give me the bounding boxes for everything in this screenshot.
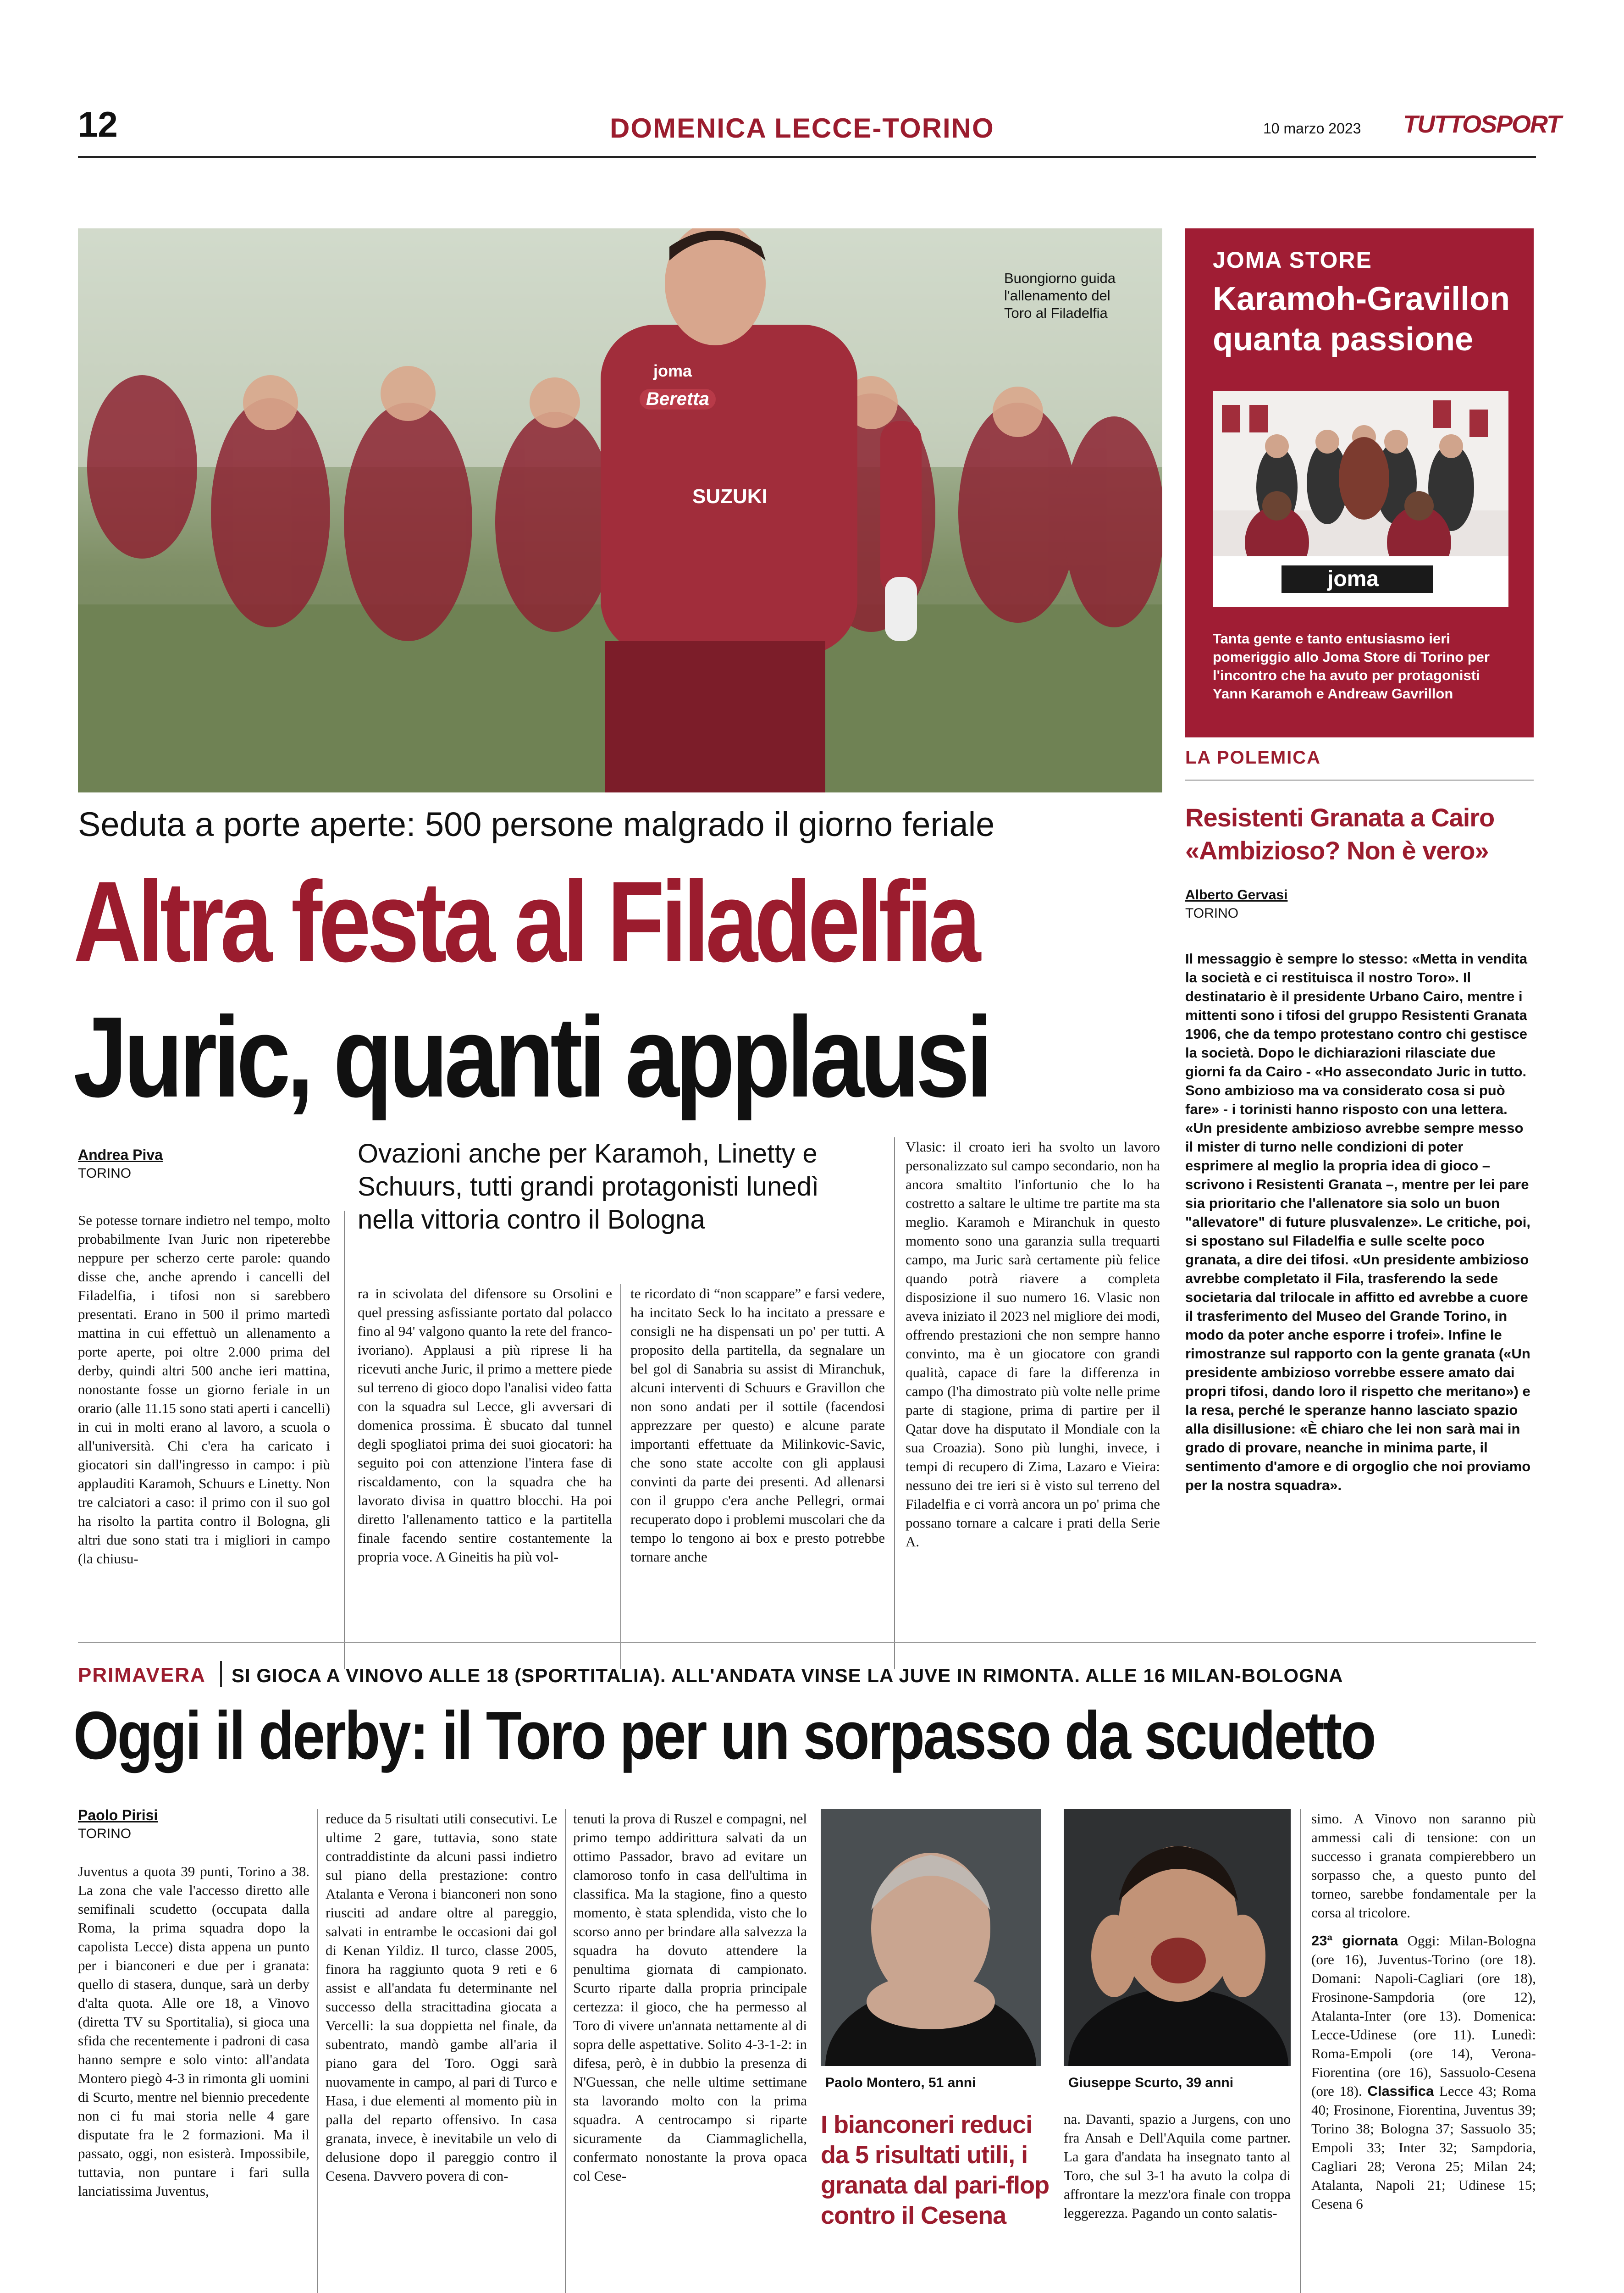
photo-caption: Buongiorno guida l'allenamento del Toro al Filadelfia (1004, 270, 1116, 321)
primavera-strap: SI GIOCA A VINOVO ALLE 18 (SPORTITALIA). ALL'ANDATA VINSE LA JUVE IN RIMONTA. ALLE 16 MILAN-BOLOGNA (232, 1665, 1343, 1686)
primavera-col-5-wrap (1311, 1809, 1536, 2213)
joma-caption: Tanta gente e tanto entusiasmo ieri pomeriggio allo Joma Store di Torino per l'incontro che ha avuto per protagonisti Yann Karamoh e Andreaw Gavrillon (1213, 631, 1490, 702)
primavera-col-2: reduce da 5 risultati utili consecutivi. Le ultime 2 gare, tuttavia, sono state contraddistinte da alcuni passi indietro sul piano della prestazione: contro Atalanta e Verona i bianconeri non sono riusciti ad andare oltre al pareggio, salvati in entrambe le occasioni dai gol di Kenan Yildiz. Il turco, classe 2005, finora ha raggiunto quota 9 reti e 6 assist e all'andata fu determinante nel successo della stracittadina giocata a Vercelli: la sua doppietta nel finale, da subentrato, mandò gambe all'aria il piano gara del Toro. Oggi sarà nuovamente in campo, al pari di Turco e Hasa, i due elementi al momento più in palla del reparto offensivo. In casa granata, invece, è inevitabile un velo di delusione dopo il pareggio contro il Cesena. Davvero povera di con- (326, 1811, 557, 2184)
main-col-3: te ricordato di “non scappare” e farsi vedere, ha incitato Seck lo ha incitato a pressare e consigli ne ha dispensati un po' per tutti. A proposito della partitella, da segnalare un bel gol di Sanabria su assist di Miranchuk, alcuni interventi di Schuurs e Gravillon che non sono andati per il sottile (facendosi apprezzare per questo) e alcune parate importanti effettuate da Milinkovic-Savic, che sono state accolte con gli applausi convinti da parte dei presenti. Ad allenarsi con il gruppo c'era anche Pellegri, ormai recuperato dopo i problemi muscolari che da tempo lo tengono ai box e presto potrebbe tornare anche (630, 1285, 885, 1565)
polemica-author: Alberto Gervasi (1185, 887, 1288, 903)
polemica-label: LA POLEMICA (1185, 748, 1321, 768)
primavera-author: Paolo Pirisi (78, 1807, 158, 1823)
joma-photo (1213, 391, 1508, 607)
pull-quote: I bianconeri reduci da 5 risultati utili, i granata dal pari-flop contro il Cesena (821, 2111, 1050, 2229)
scurto-photo (1064, 1809, 1291, 2066)
main-col-1: Se potesse tornare indietro nel tempo, molto probabilmente Ivan Juric non ripeterebbe neppure per scherzo certe parole: quando disse che, anche aprendo i cancelli del Filadelfia, i tifosi non si sarebbero presentati. Erano in 500 il primo martedì mattina in cui effettuò un allenamento a porte aperte, poi oltre 2.000 prima del derby, quindi altri 500 anche ieri mattina, nonostante fosse un giorno feriale in un orario (alle 11.15 sono stati aperti i cancelli) in cui in molti erano al lavoro, a scuola o all'università. Chi c'era ha caricato i giocatori sin dall'ingresso in campo: i più applauditi Karamoh, Schuurs e Linetty. Non tre calciatori a caso: il primo con il suo gol ha risolto la partita contro il Bologna, gli altri due sono stati tra i migliori in campo (la chiusu- (78, 1212, 330, 1567)
main-col-2: ra in scivolata del difensore su Orsolini e quel pressing asfissiante portato dal polacco fino al 94' valgono quanto la rete del franco-ivoriano). Applausi a più riprese li ha ricevuti anche Juric, il primo a mettere piede sul terreno di gioco dopo l'analisi video fatta con la squadra sul Lecce, gli avversari di domenica prossima. È sbucato dal tunnel degli spogliatoi prima dei suoi giocatori: ha seguito poi con attenzione l'intera fase di riscaldamento, con la squadra che ha lavorato divisa in quattro blocchi. Ha poi diretto l'allenamento tattico e la partitella finale facendo sentire costantemente la propria voce. A Gineitis ha più vol- (358, 1285, 612, 1565)
montero-caption: Paolo Montero, 51 anni (825, 2075, 976, 2090)
shirt-brand: joma (653, 361, 692, 380)
primavera-col-1: Juventus a quota 39 punti, Torino a 38. La zona che vale l'accesso diretto alle semifinali scudetto (occupata dalla Roma, la prima squadra dopo la capolista Lecce) dista appena un punto per i bianconeri e due per i granata: quello di stasera, dunque, sarà un derby d'alta quota. Alle ore 18, a Vinovo (diretta TV su Sportitalia), si gioca una sfida che recentemente i padroni di casa hanno sempre e solo vinto: all'andata Montero piegò 4-3 in rimonta gli uomini di Scurto, mentre nel biennio precedente non ci fu mai storia nelle 4 gare disputate fra le 2 formazioni. Ma il passato, oggi, non esisterà. Impossibile, tuttavia, non puntare i fari sulla lanciatissima Juventus, (78, 1863, 309, 2199)
scurto-caption: Giuseppe Scurto, 39 anni (1068, 2075, 1234, 2090)
joma-title: Karamoh-Gravillon quanta passione (1213, 281, 1510, 358)
main-location: TORINO (78, 1166, 132, 1181)
main-headline-2: Juric, quanti applausi (73, 993, 989, 1121)
shirt-sponsor: SUZUKI (692, 485, 768, 508)
main-author: Andrea Piva (78, 1146, 163, 1163)
section-title: DOMENICA LECCE-TORINO (610, 113, 994, 144)
col-divider-3 (894, 1137, 895, 1669)
training-photo (78, 228, 1162, 792)
training-photo-illustration (78, 228, 1162, 792)
primavera-col-5: simo. A Vinovo non saranno più ammessi cali di tensione: con un successo i granata compierebbero un sorpasso che, a questo punto del torneo, sarebbe fondamentale per la corsa al tricolore. (1311, 1811, 1536, 1921)
primavera-col-3: tenuti la prova di Ruszel e compagni, nel primo tempo addirittura salvati da un ottimo Passador, bravo ad evitare un clamoroso tonfo in casa dell'ultima in classifica. Ma la stagione, fino a questo momento, è stata splendida, visto che lo scorso anno per brindare alla salvezza la squadra ha dovuto attendere la penultima giornata di campionato. Scurto riparte dalla propria principale certezza: il gioco, che ha permesso al Toro di vivere un'annata nettamente al di sopra delle aspettative. Solito 4-3-1-2: in difesa, però, è in dubbio la presenza di N'Guessan, che nelle ultime settimane sta lavorando molto con la prima squadra. A centrocampo si riparte sicuramente da Ciammaglichella, confermato nonostante la prova opaca col Cese- (573, 1811, 807, 2184)
polemica-location: TORINO (1185, 906, 1239, 921)
polemica-body: Il messaggio è sempre lo stesso: «Metta in vendita la società e ci restituisca il nostro Toro». Il destinatario è il presidente Urbano Cairo, mentre i mittenti sono i tifosi del gruppo Resistenti Granata 1906, che da tempo protestano contro chi gestisce la società. Dopo le dichiarazioni rilasciate due giorni fa da Cairo - «Ho assecondato Juric in tutto. Sono ambizioso ma va considerato cosa si può fare» - i torinisti hanno risposto con una lettera. «Un presidente ambizioso avrebbe sempre messo il mister di turno nelle condizioni di poter esprimere al meglio la propria idea di gioco – scrivono i Resistenti Granata –, mentre per lei pare sia prioritario che l'allenatore sia solo un buon "allevatore" di future plusvalenze». Le critiche, poi, si spostano sul Filadelfia e sulle scelte poco granata, a dire dei tifosi. «Un presidente ambizioso avrebbe completato il Fila, trasferendo la sede societaria dal trilocale in affitto ed avrebbe a cuore il trasferimento del Museo del Grande Torino, in modo da poter anche esporre i trofei». Infine le rimostranze sul rapporto con la gente granata («Un presidente ambizioso vorrebbe essere amato dai propri tifosi, dando loro il rispetto che meritano») e la resa, perché le speranze hanno lasciato spazio alla disillusione: «È chiaro che lei non sarà mai in grado di provare, neanche in minima parte, il sentimento d'amore e di orgoglio che noi proviamo per la nostra squadra». (1185, 951, 1531, 1493)
col-divider-2 (620, 1284, 621, 1669)
montero-photo-illustration (821, 1809, 1041, 2066)
polemica-title-1: Resistenti Granata a Cairo (1185, 803, 1495, 832)
primavera-separator (220, 1661, 222, 1687)
header-rule (78, 156, 1536, 158)
page-number: 12 (78, 104, 118, 144)
primavera-label: PRIMAVERA (78, 1664, 206, 1686)
masthead-logo: TUTTOSPORT (1403, 111, 1561, 138)
main-subhead: Ovazioni anche per Karamoh, Linetty e Schuurs, tutti grandi protagonisti lunedì nella vittoria contro il Bologna (358, 1139, 819, 1235)
prim-divider-1 (317, 1809, 318, 2293)
polemica-title-2: «Ambizioso? Non è vero» (1185, 836, 1489, 865)
polemica-rule (1185, 780, 1534, 781)
giornata-label: 23ª giornata (1311, 1933, 1398, 1949)
prim-divider-2 (565, 1809, 566, 2293)
joma-box (1185, 228, 1534, 737)
primavera-col-4: na. Davanti, spazio a Jurgens, con uno fra Ansah e Dell'Aquila come partner. La gara d'andata ha insegnato tanto al Toro, che sul 3-1 ha avuto la colpa di affrontare la mezz'ora finale con troppa leggerezza. Pagando un conto salatis- (1064, 2111, 1291, 2221)
joma-banner: joma (1327, 567, 1379, 591)
primavera-headline: Oggi il derby: il Toro per un sorpasso da scudetto (73, 1698, 1375, 1773)
primavera-top-rule (78, 1642, 1536, 1643)
scurto-photo-illustration (1064, 1809, 1291, 2066)
classifica-text: Lecce 43; Roma 40; Frosinone, Fiorentina, Juventus 39; Torino 38; Bologna 37; Sassuolo 35; Empoli 33; Inter 32; Sampdoria, Cagliari 28; Verona 25; Milan 24; Atalanta, Napoli 21; Udinese 15; Cesena 6 (1311, 2083, 1536, 2212)
main-kicker: Seduta a porte aperte: 500 persone malgrado il giorno feriale (78, 805, 995, 843)
joma-label: JOMA STORE (1213, 247, 1372, 273)
issue-date: 10 marzo 2023 (1263, 120, 1361, 137)
classifica-label: Classifica (1367, 2083, 1434, 2099)
giornata-text: Oggi: Milan-Bologna (ore 16), Juventus-Torino (ore 18). Domani: Napoli-Cagliari (ore 18), Frosinone-Sampdoria (ore 12), Atalanta-Inter (ore 13). Domenica: Lecce-Udinese (ore 11). Lunedì: Roma-Empoli (ore 14), Verona-Fiorentina (ore 16), Sassuolo-Cesena (ore 18). (1311, 1933, 1536, 2099)
col-divider-1 (344, 1211, 345, 1669)
shirt-beretta: Beretta (640, 389, 716, 410)
giornata-block (1311, 1931, 1536, 2213)
primavera-location: TORINO (78, 1826, 132, 1841)
montero-photo (821, 1809, 1041, 2066)
main-col-4: Vlasic: il croato ieri ha svolto un lavoro personalizzato sul campo secondario, non ha ancora smaltito l'infortunio che lo ha costretto a saltare le ultime tre partite ma sta meglio. Karamoh e Miranchuk in questo momento sono una garanzia sulla trequarti campo, ma Juric sarà certamente più felice quando potrà riavere a completa disposizione il suo numero 16. Vlasic non aveva iniziato il 2023 nel migliore dei modi, offrendo prestazioni che non sempre hanno convinto, ma è un giocatore con grandi qualità, capace di fare la differenza in campo (l'ha dimostrato più volte nelle prime parte di stagione, prima di partire per il Qatar dove ha disputato il Mondiale con la sua Croazia). Sono più lunghi, invece, i tempi di recupero di Zima, Lazaro e Vieira: nessuno dei tre ieri si è visto sul terreno del Filadelfia e ci vorrà ancora un po' prima che possano tornare a calcare i prati della Serie A. (906, 1139, 1160, 1550)
main-headline-1: Altra festa al Filadelfia (73, 858, 978, 986)
prim-divider-3 (1300, 1809, 1301, 2293)
